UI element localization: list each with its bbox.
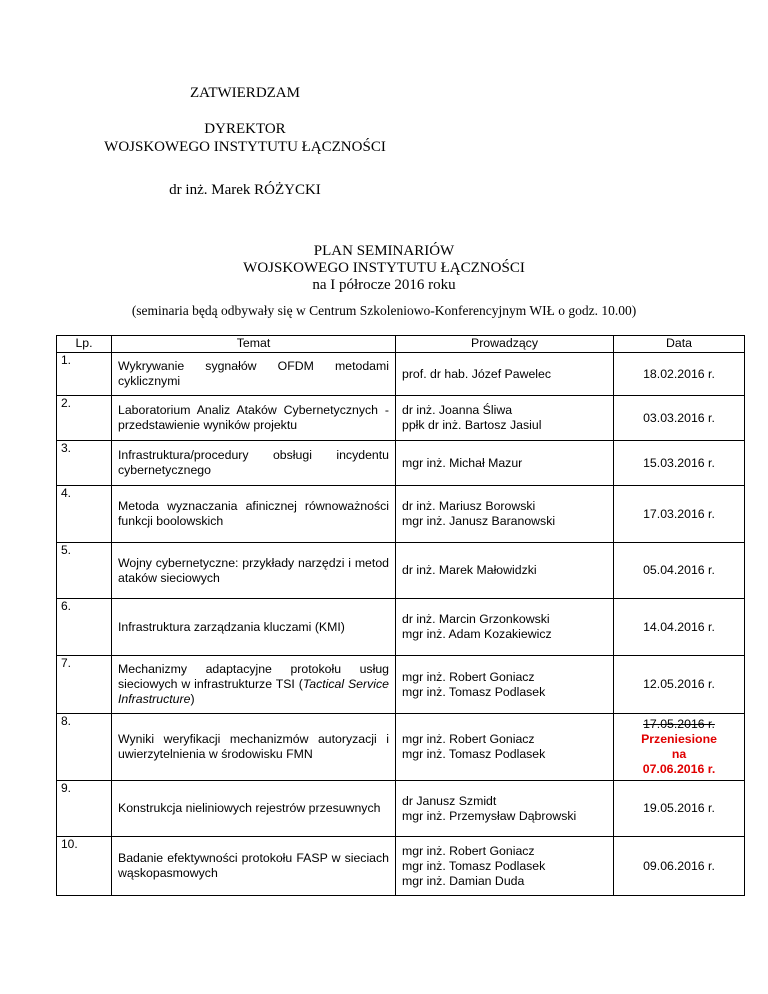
- column-header-topic: Temat: [112, 336, 396, 353]
- seminar-leaders: [396, 441, 614, 486]
- column-header-leader: Prowadzący: [396, 336, 614, 353]
- topic-text: Wyniki weryfikacji mechanizmów autoryzacji i uwierzytelnienia w środowisku FMN: [118, 732, 389, 761]
- seminar-date: [614, 353, 745, 396]
- approve-word: ZATWIERDZAM: [190, 85, 300, 101]
- leader-name: mgr inż. Janusz Baranowski: [402, 514, 556, 528]
- seminar-leaders: [396, 353, 614, 396]
- seminar-leaders: [396, 837, 614, 896]
- table-row: [57, 441, 745, 486]
- seminar-date: [614, 441, 745, 486]
- table-row: [57, 599, 745, 656]
- date-text: 12.05.2016 r.: [643, 677, 715, 691]
- column-header-lp: Lp.: [57, 336, 112, 353]
- column-header-date: Data: [614, 336, 745, 353]
- leader-name: ppłk dr inż. Bartosz Jasiul: [402, 418, 542, 432]
- topic-text: Wojny cybernetyczne: przykłady narzędzi i metod ataków sieciowych: [118, 555, 389, 585]
- row-number: 10.: [57, 837, 112, 896]
- leader-name: mgr inż. Damian Duda: [402, 873, 525, 888]
- topic-text: Konstrukcja nieliniowych rejestrów przesuwnych: [118, 801, 381, 815]
- moved-new-date: 07.06.2016 r.: [642, 762, 716, 776]
- leader-name: mgr inż. Tomasz Podlasek: [402, 747, 546, 761]
- seminar-date: [614, 837, 745, 896]
- row-number: 1.: [57, 353, 112, 396]
- leader-name: prof. dr hab. Józef Pawelec: [402, 366, 552, 381]
- date-text: 18.02.2016 r.: [643, 366, 715, 381]
- leader-name: dr inż. Mariusz Borowski: [402, 499, 536, 513]
- signer-name: dr inż. Marek RÓŻYCKI: [169, 182, 321, 198]
- date-text: 05.04.2016 r.: [643, 563, 715, 577]
- topic-text: Mechanizmy adaptacyjne protokołu usług sieciowych w infrastrukturze TSI (: [118, 662, 389, 691]
- seminar-topic: [112, 353, 396, 396]
- seminar-date: [614, 486, 745, 543]
- director-title-line-2: WOJSKOWEGO INSTYTUTU ŁĄCZNOŚCI: [104, 139, 386, 155]
- leader-name: dr inż. Marcin Grzonkowski: [402, 612, 550, 626]
- table-header-row: [57, 336, 745, 353]
- table-row: [57, 781, 745, 837]
- leader-name: mgr inż. Przemysław Dąbrowski: [402, 808, 577, 823]
- leader-name: mgr inż. Tomasz Podlasek: [402, 858, 546, 873]
- leader-name: mgr inż. Robert Goniacz: [402, 732, 535, 746]
- plan-period: na I półrocze 2016 roku: [312, 277, 456, 293]
- seminar-leaders: [396, 781, 614, 837]
- row-number: 4.: [57, 486, 112, 543]
- moved-label: Przeniesione: [641, 732, 717, 746]
- table-row: [57, 396, 745, 441]
- seminar-leaders: [396, 714, 614, 781]
- seminar-topic: [112, 543, 396, 599]
- date-text: 03.03.2016 r.: [643, 410, 715, 425]
- seminar-date: [614, 396, 745, 441]
- seminar-date: [614, 599, 745, 656]
- date-text: 09.06.2016 r.: [643, 858, 715, 873]
- topic-text: Wykrywanie sygnałów OFDM metodami cyklicznymi: [118, 359, 389, 388]
- seminar-leaders: [396, 599, 614, 656]
- row-number: 8.: [57, 714, 112, 781]
- plan-header: [0, 243, 768, 294]
- topic-italic-expansion: Tactical Service Infrastructure: [118, 677, 389, 706]
- leader-name: mgr inż. Adam Kozakiewicz: [402, 627, 552, 641]
- director-title-line-1: DYREKTOR: [204, 121, 286, 137]
- seminar-leaders: [396, 396, 614, 441]
- seminar-topic: [112, 441, 396, 486]
- table-row: [57, 543, 745, 599]
- leader-name: dr inż. Joanna Śliwa: [402, 403, 513, 417]
- table-row: [57, 714, 745, 781]
- seminar-topic: [112, 781, 396, 837]
- row-number: 2.: [57, 396, 112, 441]
- leader-name: dr Janusz Szmidt: [402, 793, 497, 808]
- plan-subtitle: WOJSKOWEGO INSTYTUTU ŁĄCZNOŚCI: [243, 260, 525, 276]
- seminar-topic: [112, 396, 396, 441]
- table-row: [57, 486, 745, 543]
- topic-text-end: ): [190, 692, 195, 706]
- seminar-topic: [112, 486, 396, 543]
- seminar-date: [614, 656, 745, 714]
- seminar-date: [614, 781, 745, 837]
- leader-name: dr inż. Marek Małowidzki: [402, 563, 537, 577]
- row-number: 3.: [57, 441, 112, 486]
- row-number: 7.: [57, 656, 112, 714]
- seminar-table: [56, 335, 745, 896]
- leader-name: mgr inż. Tomasz Podlasek: [402, 684, 546, 699]
- leader-name: mgr inż. Michał Mazur: [402, 455, 523, 470]
- row-number: 6.: [57, 599, 112, 656]
- seminar-topic: [112, 837, 396, 896]
- original-date-struck: 17.05.2016 r.: [643, 717, 715, 731]
- moved-na: na: [671, 747, 687, 761]
- table-row: [57, 656, 745, 714]
- seminar-topic: [112, 599, 396, 656]
- date-text: 15.03.2016 r.: [643, 455, 715, 470]
- topic-text: Infrastruktura zarządzania kluczami (KMI): [118, 619, 345, 634]
- leader-name: mgr inż. Robert Goniacz: [402, 843, 535, 858]
- date-text: 19.05.2016 r.: [643, 801, 715, 815]
- plan-note: (seminaria będą odbywały się w Centrum Szkoleniowo-Konferencyjnym WIŁ o godz. 10.00): [131, 303, 637, 318]
- topic-text: Laboratorium Analiz Ataków Cybernetycznych - przedstawienie wyników projektu: [118, 403, 389, 432]
- seminar-leaders: [396, 543, 614, 599]
- topic-text: Metoda wyznaczania afinicznej równoważności funkcji boolowskich: [118, 499, 389, 528]
- seminar-date: [614, 543, 745, 599]
- date-text: 17.03.2016 r.: [643, 506, 715, 521]
- row-number: 9.: [57, 781, 112, 837]
- seminar-topic: [112, 714, 396, 781]
- row-number: 5.: [57, 543, 112, 599]
- seminar-date: [614, 714, 745, 781]
- plan-title: PLAN SEMINARIÓW: [313, 243, 455, 259]
- leader-name: mgr inż. Robert Goniacz: [402, 669, 535, 684]
- table-row: [57, 837, 745, 896]
- seminar-topic: [112, 656, 396, 714]
- topic-text: Badanie efektywności protokołu FASP w sieciach wąskopasmowych: [118, 851, 389, 880]
- table-row: [57, 353, 745, 396]
- topic-text: Infrastruktura/procedury obsługi incydentu cybernetycznego: [118, 448, 389, 477]
- date-text: 14.04.2016 r.: [643, 619, 715, 634]
- seminar-leaders: [396, 656, 614, 714]
- seminar-leaders: [396, 486, 614, 543]
